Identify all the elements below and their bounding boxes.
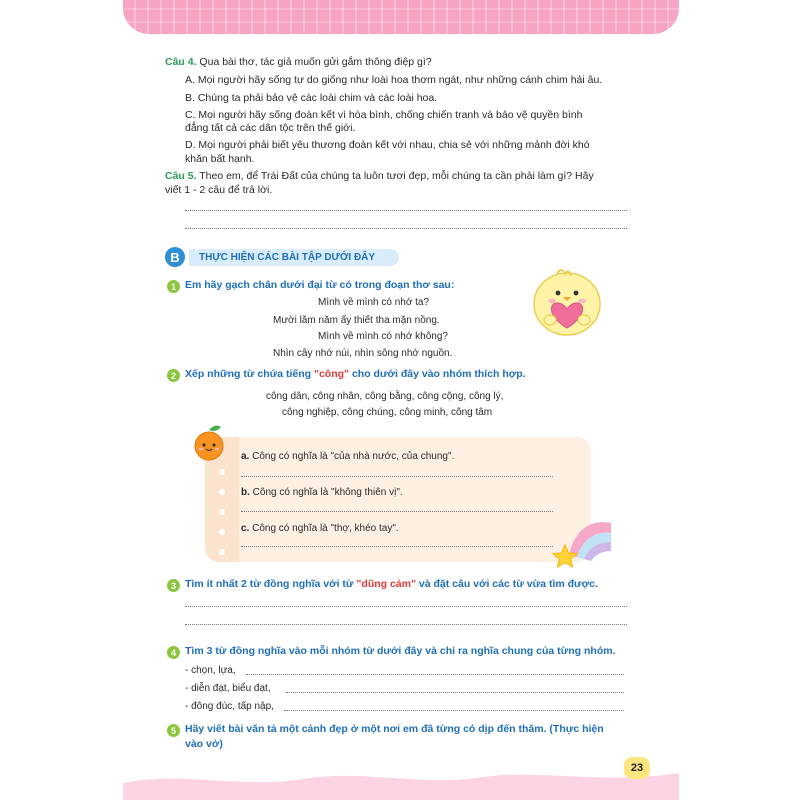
task-number-2: 2 [167, 369, 180, 382]
q5-question: Câu 5. Theo em, để Trái Đất của chúng ta luôn tươi đẹp, mỗi chúng ta cần phải làm gì? Hãy [165, 170, 594, 182]
answer-line[interactable] [241, 546, 553, 547]
task4-item: - diễn đạt, biểu đạt, [185, 683, 271, 694]
answer-line[interactable] [185, 606, 627, 607]
group-box [205, 437, 591, 562]
task-number-3: 3 [167, 579, 180, 592]
section-letter: B [165, 247, 185, 267]
task4-item: - chọn, lựa, [185, 665, 236, 676]
task2-title: Xếp những từ chứa tiếng "công" cho dưới đây vào nhóm thích hợp. [185, 368, 526, 380]
q4-option-b: B. Chúng ta phải bảo vệ các loài chim và các loài hoa. [185, 92, 438, 104]
orange-fruit-icon [191, 424, 227, 462]
word-list: công nghiệp, công chúng, công minh, công tâm [282, 407, 493, 418]
rainbow-star-icon [551, 515, 613, 571]
answer-line[interactable] [241, 511, 553, 512]
chick-heart-icon [527, 260, 607, 340]
bullet-dot [219, 529, 225, 535]
group-c: c. Công có nghĩa là "thợ, khéo tay". [241, 523, 399, 534]
bullet-dot [219, 469, 225, 475]
answer-line[interactable] [185, 210, 627, 211]
q4-option-c-cont: đẳng tất cả các dân tộc trên thế giới. [185, 122, 356, 134]
q5-label: Câu 5. [165, 170, 197, 182]
task1-title: Em hãy gạch chân dưới đại từ có trong đoạn thơ sau: [185, 279, 455, 291]
task-number-1: 1 [167, 280, 180, 293]
q4-option-d: D. Mọi người phải biết yêu thương đoàn kết với nhau, chia sẻ với những mảnh đời khó [185, 139, 590, 151]
task-number-5: 5 [167, 724, 180, 737]
answer-line[interactable] [246, 674, 624, 675]
task4-item: - đông đúc, tấp nập, [185, 701, 274, 712]
bottom-wave [123, 765, 679, 800]
word-list: công dân, công nhân, công bằng, công cộng, công lý, [266, 391, 504, 402]
poem-line: Nhìn cây nhớ núi, nhìn sông nhớ nguồn. [273, 348, 453, 359]
q4-label: Câu 4. [165, 56, 197, 68]
poem-line: Mình về mình có nhớ ta? [318, 297, 430, 308]
task4-title: Tìm 3 từ đồng nghĩa vào mỗi nhóm từ dưới đây và chỉ ra nghĩa chung của từng nhóm. [185, 645, 616, 657]
q4-option-c: C. Mọi người hãy sống đoàn kết vì hòa bình, chống chiến tranh và bảo vệ quyền bình [185, 109, 583, 121]
poem-line: Mình về mình có nhớ không? [318, 331, 448, 342]
answer-line[interactable] [241, 476, 553, 477]
section-title: THỰC HIỆN CÁC BÀI TẬP DƯỚI ĐÂY [189, 249, 399, 266]
group-b: b. Công có nghĩa là "không thiên vị". [241, 487, 403, 498]
group-a: a. Công có nghĩa là "của nhà nước, của chung". [241, 451, 455, 462]
bullet-dot [219, 549, 225, 555]
q4-question: Câu 4. Qua bài thơ, tác giả muốn gửi gắm thông điệp gì? [165, 56, 432, 68]
q4-option-d-cont: khăn bất hạnh. [185, 153, 255, 165]
answer-line[interactable] [284, 710, 624, 711]
page-number: 23 [624, 757, 650, 779]
answer-line[interactable] [286, 692, 624, 693]
task5-title: Hãy viết bài văn tả một cảnh đẹp ở một nơi em đã từng có dịp đến thăm. (Thực hiện [185, 723, 604, 735]
task3-title: Tìm ít nhất 2 từ đồng nghĩa với từ "dũng cảm" và đặt câu với các từ vừa tìm được. [185, 578, 598, 590]
q5-question-cont: viết 1 - 2 câu để trả lời. [165, 184, 273, 196]
bullet-dot [219, 489, 225, 495]
section-b-header [165, 248, 399, 266]
q4-option-a: A. Mọi người hãy sống tự do giống như loài hoa thơm ngát, như những cánh chim hải âu. [185, 74, 603, 86]
top-banner [123, 0, 679, 34]
answer-line[interactable] [185, 624, 627, 625]
poem-line: Mười lăm năm ấy thiết tha mặn nồng. [273, 315, 440, 326]
task-number-4: 4 [167, 646, 180, 659]
task5-title-cont: vào vở) [185, 738, 223, 750]
answer-line[interactable] [185, 228, 627, 229]
bullet-dot [219, 509, 225, 515]
